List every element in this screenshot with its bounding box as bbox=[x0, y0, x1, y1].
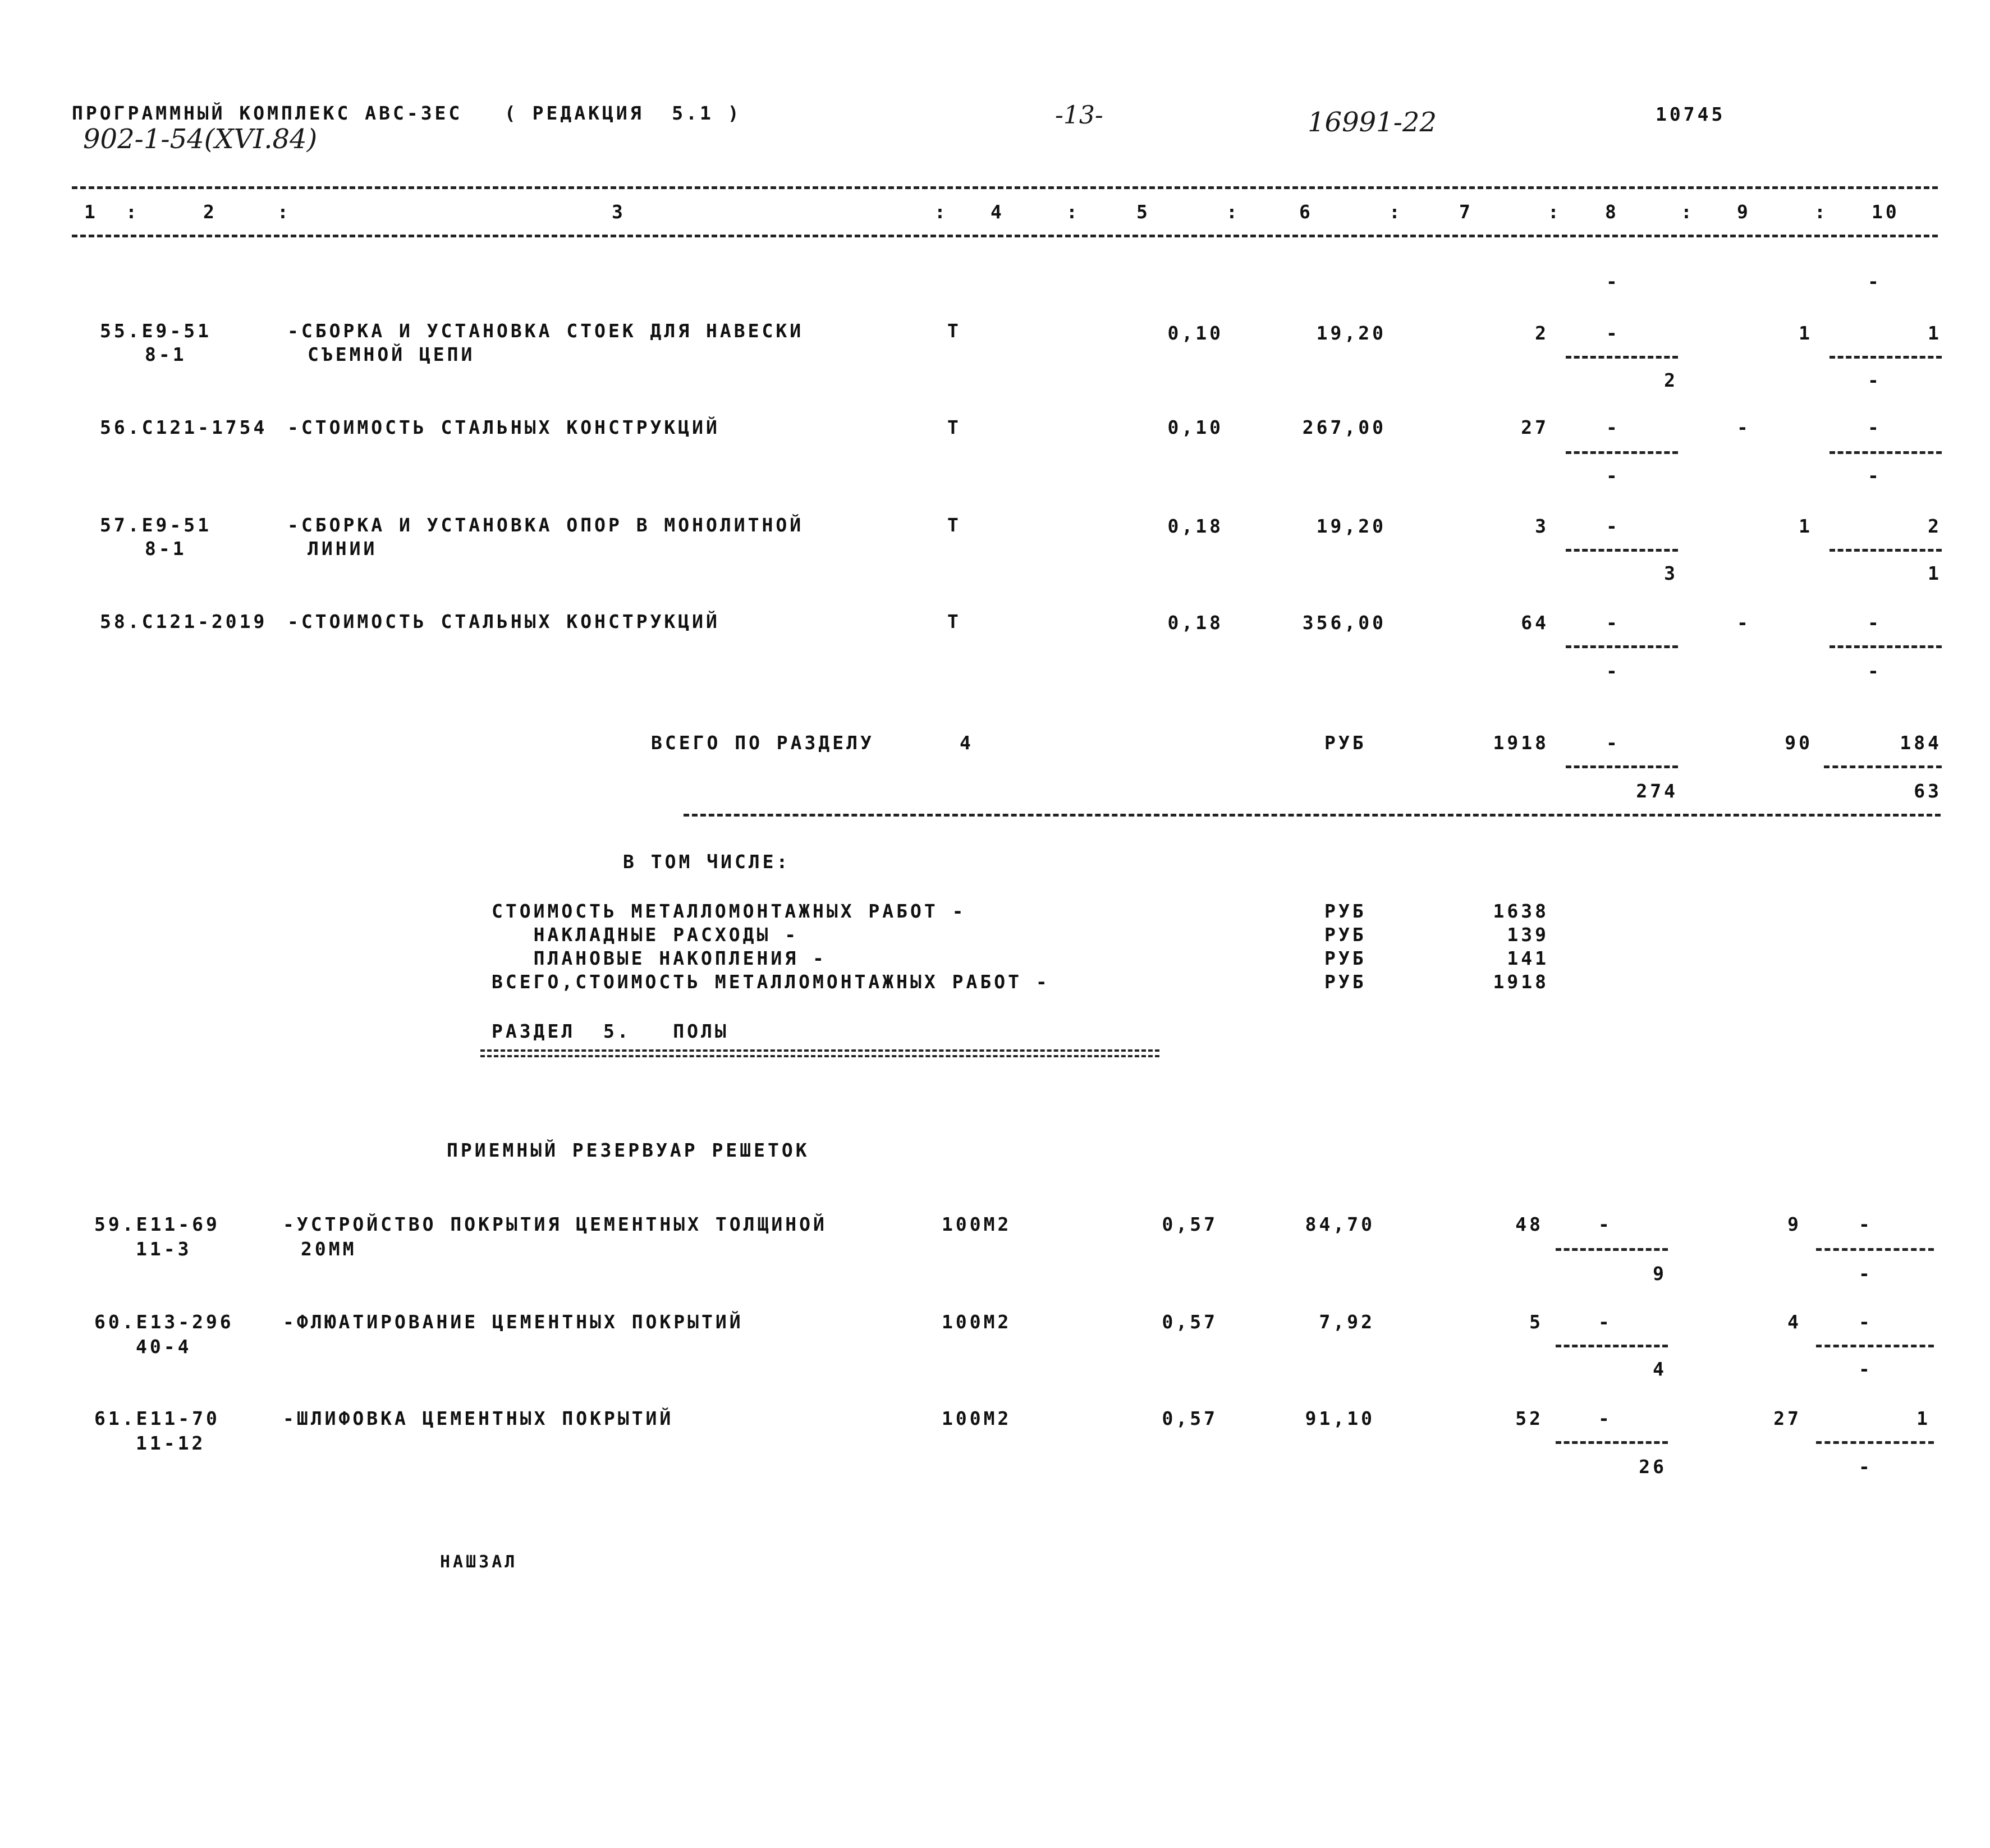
row-name: -СТОИМОСТЬ СТАЛЬНЫХ КОНСТРУКЦИЙ bbox=[287, 611, 720, 632]
row-qty: 0,18 bbox=[1167, 612, 1223, 634]
fraction-line bbox=[1556, 1248, 1668, 1251]
fraction-line bbox=[1816, 1345, 1934, 1347]
row-price: 19,20 bbox=[1316, 515, 1386, 537]
header-rule-bottom bbox=[72, 235, 1938, 237]
breakdown-label: ВСЕГО,СТОИМОСТЬ МЕТАЛЛОМОНТАЖНЫХ РАБОТ - bbox=[492, 971, 1050, 993]
breakdown-unit: РУБ bbox=[1324, 947, 1367, 969]
row-c10-top: - bbox=[1868, 612, 1882, 634]
row-name: -СБОРКА И УСТАНОВКА СТОЕК ДЛЯ НАВЕСКИ bbox=[287, 320, 804, 342]
row-c10-top: - bbox=[1859, 1311, 1873, 1333]
section-total-label: ВСЕГО ПО РАЗДЕЛУ bbox=[651, 732, 874, 754]
fraction-line bbox=[1566, 645, 1678, 648]
row-qty: 0,57 bbox=[1162, 1213, 1218, 1235]
row-c10-top: 1 bbox=[1928, 322, 1942, 344]
row-total: 52 bbox=[1515, 1407, 1543, 1429]
row-c10-top: 2 bbox=[1928, 515, 1942, 537]
row-unit: 100М2 bbox=[942, 1213, 1012, 1235]
row-price: 7,92 bbox=[1319, 1311, 1375, 1333]
row-c10-bottom: - bbox=[1868, 660, 1882, 682]
row-c8-top: - bbox=[1606, 612, 1620, 634]
row-c8-top: - bbox=[1598, 1213, 1612, 1235]
row-name: -СБОРКА И УСТАНОВКА ОПОР В МОНОЛИТНОЙ bbox=[287, 514, 804, 536]
breakdown-label: СТОИМОСТЬ МЕТАЛЛОМОНТАЖНЫХ РАБОТ - bbox=[492, 900, 966, 922]
col-3: 3 bbox=[612, 201, 626, 223]
row-c9: 1 bbox=[1799, 515, 1813, 537]
row-c9: 9 bbox=[1787, 1213, 1801, 1235]
col-7: 7 bbox=[1459, 201, 1473, 223]
row-c8-top: - bbox=[1606, 322, 1620, 344]
row-qty: 0,10 bbox=[1167, 416, 1223, 438]
row-c8-bottom: 26 bbox=[1639, 1456, 1667, 1478]
row-name: -ФЛЮАТИРОВАНИЕ ЦЕМЕНТНЫХ ПОКРЫТИЙ bbox=[283, 1311, 744, 1333]
row-name: -СТОИМОСТЬ СТАЛЬНЫХ КОНСТРУКЦИЙ bbox=[287, 416, 720, 438]
row-code: 60.Е13-296 bbox=[94, 1311, 234, 1333]
row-name: -УСТРОЙСТВО ПОКРЫТИЯ ЦЕМЕНТНЫХ ТОЛЩИНОЙ bbox=[283, 1213, 827, 1235]
row-total: 3 bbox=[1535, 515, 1549, 537]
row-c8-bottom: 2 bbox=[1664, 369, 1678, 391]
row-c9: - bbox=[1737, 416, 1751, 438]
row-c10-top: - bbox=[1868, 416, 1882, 438]
row-name-cont: СЪЕМНОЙ ЦЕПИ bbox=[308, 343, 475, 365]
row-price: 19,20 bbox=[1316, 322, 1386, 344]
row-c8-bottom: - bbox=[1606, 660, 1620, 682]
col-6: 6 bbox=[1299, 201, 1313, 223]
fraction-line bbox=[1829, 451, 1942, 454]
sheet-code: 16991-22 bbox=[1308, 107, 1437, 138]
fraction-line bbox=[1816, 1248, 1934, 1251]
row-c10-bottom: 1 bbox=[1928, 562, 1942, 584]
row-total: 27 bbox=[1521, 416, 1549, 438]
row-c10-bottom: - bbox=[1868, 369, 1882, 391]
row-unit: Т bbox=[947, 320, 961, 342]
section-total-c10-top: 184 bbox=[1900, 732, 1942, 754]
breakdown-label: ПЛАНОВЫЕ НАКОПЛЕНИЯ - bbox=[492, 947, 827, 969]
fraction-line bbox=[1824, 765, 1942, 768]
row-subcode: 8-1 bbox=[145, 343, 187, 365]
row-c8-top: - bbox=[1606, 515, 1620, 537]
row-subcode: 11-3 bbox=[136, 1238, 192, 1260]
fraction-line bbox=[1816, 1441, 1934, 1444]
row-c10-bottom: - bbox=[1859, 1456, 1873, 1478]
breakdown-value: 1638 bbox=[1493, 900, 1549, 922]
row-unit: Т bbox=[947, 416, 961, 438]
section-underline bbox=[480, 1049, 1159, 1057]
row-c10-top: 1 bbox=[1916, 1407, 1931, 1429]
section-total-c8-bottom: 274 bbox=[1636, 780, 1678, 802]
row-c9: 27 bbox=[1773, 1407, 1801, 1429]
program-title: ПРОГРАММНЫЙ КОМПЛЕКС АВС-ЗЕС ( РЕДАКЦИЯ 5.1 ) bbox=[72, 102, 742, 124]
row-price: 356,00 bbox=[1302, 612, 1386, 634]
row-price: 91,10 bbox=[1305, 1407, 1375, 1429]
row-code: 55.Е9-51 bbox=[100, 320, 212, 342]
row-c9: 4 bbox=[1787, 1311, 1801, 1333]
row-total: 64 bbox=[1521, 612, 1549, 634]
row-total: 5 bbox=[1529, 1311, 1543, 1333]
row-qty: 0,10 bbox=[1167, 322, 1223, 344]
row-unit: Т bbox=[947, 514, 961, 536]
row-unit: Т bbox=[947, 611, 961, 632]
section-total-c9: 90 bbox=[1785, 732, 1813, 754]
row-code: 56.С121-1754 bbox=[100, 416, 268, 438]
carry-dash-8: - bbox=[1606, 270, 1620, 292]
row-total: 48 bbox=[1515, 1213, 1543, 1235]
row-c10-top: - bbox=[1859, 1213, 1873, 1235]
row-unit: 100М2 bbox=[942, 1311, 1012, 1333]
row-subcode: 11-12 bbox=[136, 1432, 206, 1454]
project-code: 902-1-54(XVI.84) bbox=[83, 123, 318, 155]
row-c10-bottom: - bbox=[1859, 1358, 1873, 1380]
row-name-cont: ЛИНИИ bbox=[308, 538, 378, 560]
col-4: 4 bbox=[991, 201, 1005, 223]
fraction-line bbox=[1829, 645, 1942, 648]
row-name: -ШЛИФОВКА ЦЕМЕНТНЫХ ПОКРЫТИЙ bbox=[283, 1407, 674, 1429]
row-qty: 0,18 bbox=[1167, 515, 1223, 537]
breakdown-unit: РУБ bbox=[1324, 900, 1367, 922]
col-10: 10 bbox=[1872, 201, 1900, 223]
row-c8-bottom: 4 bbox=[1653, 1358, 1667, 1380]
breakdown-value: 1918 bbox=[1493, 971, 1549, 993]
row-c10-bottom: - bbox=[1859, 1263, 1873, 1285]
fraction-line bbox=[1829, 549, 1942, 552]
row-c9: 1 bbox=[1799, 322, 1813, 344]
col-9: 9 bbox=[1737, 201, 1751, 223]
row-subcode: 40-4 bbox=[136, 1336, 192, 1358]
row-c8-top: - bbox=[1598, 1311, 1612, 1333]
row-code: 61.Е11-70 bbox=[94, 1407, 220, 1429]
row-c9: - bbox=[1737, 612, 1751, 634]
document-number: 10745 bbox=[1656, 103, 1726, 125]
row-price: 267,00 bbox=[1302, 416, 1386, 438]
section-number: 4 bbox=[960, 732, 974, 754]
fraction-line bbox=[1556, 1441, 1668, 1444]
breakdown-unit: РУБ bbox=[1324, 971, 1367, 993]
col-1: 1 bbox=[84, 201, 98, 223]
row-code: 59.Е11-69 bbox=[94, 1213, 220, 1235]
breakdown-value: 141 bbox=[1507, 947, 1549, 969]
row-subcode: 8-1 bbox=[145, 538, 187, 560]
row-qty: 0,57 bbox=[1162, 1407, 1218, 1429]
breakdown-label: НАКЛАДНЫЕ РАСХОДЫ - bbox=[492, 924, 799, 946]
row-code: 58.С121-2019 bbox=[100, 611, 268, 632]
row-code: 57.Е9-51 bbox=[100, 514, 212, 536]
breakdown-title: В ТОМ ЧИСЛЕ: bbox=[623, 851, 791, 873]
section-total-c8-top: - bbox=[1606, 732, 1620, 754]
fraction-line bbox=[1566, 765, 1678, 768]
fraction-line bbox=[1556, 1345, 1668, 1347]
fraction-line bbox=[1566, 356, 1678, 359]
row-c10-bottom: - bbox=[1868, 465, 1882, 487]
breakdown-value: 139 bbox=[1507, 924, 1549, 946]
row-name-cont: 20ММ bbox=[301, 1238, 357, 1260]
row-unit: 100М2 bbox=[942, 1407, 1012, 1429]
row-c8-bottom: 3 bbox=[1664, 562, 1678, 584]
row-qty: 0,57 bbox=[1162, 1311, 1218, 1333]
section-title: РАЗДЕЛ 5. ПОЛЫ bbox=[492, 1020, 729, 1042]
row-c8-top: - bbox=[1606, 416, 1620, 438]
col-2: 2 bbox=[203, 201, 217, 223]
breakdown-unit: РУБ bbox=[1324, 924, 1367, 946]
page-number: -13- bbox=[1055, 101, 1103, 130]
row-c8-bottom: 9 bbox=[1653, 1263, 1667, 1285]
col-8: 8 bbox=[1605, 201, 1619, 223]
fraction-line bbox=[1829, 356, 1942, 359]
row-c8-top: - bbox=[1598, 1407, 1612, 1429]
section-total-value: 1918 bbox=[1493, 732, 1549, 754]
fraction-line bbox=[1566, 549, 1678, 552]
section-total-unit: РУБ bbox=[1324, 732, 1367, 754]
footer-word: НАШЗАЛ bbox=[440, 1552, 518, 1572]
header-rule-top bbox=[72, 186, 1938, 189]
col-5: 5 bbox=[1136, 201, 1150, 223]
fraction-line bbox=[1566, 451, 1678, 454]
row-c8-bottom: - bbox=[1606, 465, 1620, 487]
subsection-title: ПРИЕМНЫЙ РЕЗЕРВУАР РЕШЕТОК bbox=[447, 1139, 810, 1161]
total-rule bbox=[684, 814, 1941, 817]
row-price: 84,70 bbox=[1305, 1213, 1375, 1235]
row-total: 2 bbox=[1535, 322, 1549, 344]
carry-dash-10: - bbox=[1868, 270, 1882, 292]
section-total-c10-bottom: 63 bbox=[1914, 780, 1942, 802]
